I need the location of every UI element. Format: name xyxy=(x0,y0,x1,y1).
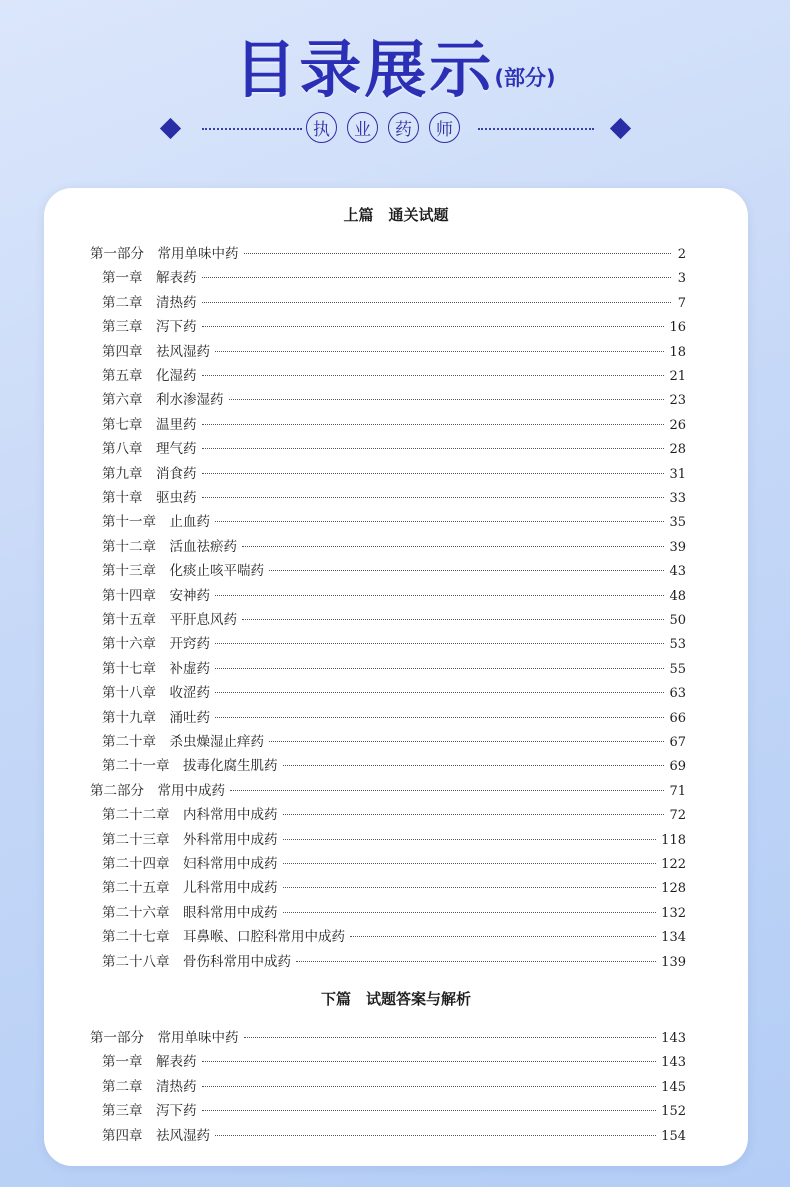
toc-entry-label: 第二十章 杀虫燥湿止痒药 xyxy=(102,734,264,750)
dot-leader xyxy=(269,741,664,742)
toc-entry-label: 第一章 解表药 xyxy=(102,1054,197,1071)
toc-chapter-row xyxy=(102,852,686,874)
toc-page-number: 72 xyxy=(669,808,686,824)
toc-chapter-row xyxy=(102,681,686,703)
toc-page-number: 28 xyxy=(669,442,686,458)
toc-entry-label: 第二章 清热药 xyxy=(102,1078,197,1095)
dotted-line-right xyxy=(478,128,594,130)
toc-entry-label: 第二章 清热药 xyxy=(102,294,197,311)
toc-chapter-row xyxy=(102,901,686,923)
toc-page-number: 39 xyxy=(669,539,686,555)
dot-leader xyxy=(215,643,664,644)
title-main: 目录展示 xyxy=(234,33,495,106)
dot-leader xyxy=(269,570,664,571)
diamond-right-icon xyxy=(610,118,631,139)
toc-page-number: 53 xyxy=(669,637,686,653)
subtitle-row xyxy=(0,112,790,146)
toc-entry-label: 第一部分 常用单味中药 xyxy=(90,1030,239,1046)
dot-leader xyxy=(215,668,664,669)
toc-chapter-row xyxy=(102,559,686,581)
toc-chapter-row xyxy=(102,388,686,410)
toc-page-number: 50 xyxy=(669,613,686,628)
toc-chapter-row xyxy=(102,364,686,386)
subtitle-char: 业 xyxy=(347,112,378,143)
toc-entry-label: 第十二章 活血祛瘀药 xyxy=(102,538,237,555)
dot-leader xyxy=(350,936,656,937)
toc-chapter-row xyxy=(102,754,686,776)
toc-page-number: 35 xyxy=(669,515,686,531)
toc-entry-label: 第二十二章 内科常用中成药 xyxy=(102,807,278,824)
dot-leader xyxy=(202,473,665,474)
toc-page-number: 7 xyxy=(677,295,686,311)
toc-page-number: 143 xyxy=(661,1031,686,1046)
toc-entry-label: 第十六章 开窍药 xyxy=(102,636,210,653)
toc-page-number: 143 xyxy=(661,1055,686,1071)
toc-chapter-row xyxy=(102,486,686,508)
dot-leader xyxy=(242,546,664,547)
toc-chapter-row xyxy=(102,584,686,606)
toc-page-number: 21 xyxy=(669,369,686,384)
toc-page-number: 31 xyxy=(669,466,686,482)
dot-leader xyxy=(283,839,657,840)
dot-leader xyxy=(202,326,665,327)
dot-leader xyxy=(229,399,665,400)
dot-leader xyxy=(215,521,664,522)
toc-page-number: 139 xyxy=(661,954,686,970)
toc-part-row xyxy=(90,779,686,801)
dot-leader xyxy=(202,1110,657,1111)
dot-leader xyxy=(283,765,665,766)
toc-entry-label: 第四章 祛风湿药 xyxy=(102,343,210,360)
toc-page-number: 118 xyxy=(661,832,686,848)
subtitle-char: 药 xyxy=(388,112,419,143)
toc-entry-label: 第十五章 平肝息风药 xyxy=(102,612,237,628)
toc-page-number: 3 xyxy=(677,271,686,287)
toc-page-number: 134 xyxy=(661,930,686,946)
section-title: 下篇 试题答案与解析 xyxy=(320,990,471,1008)
dot-leader xyxy=(215,692,664,693)
toc-entry-label: 第八章 理气药 xyxy=(102,441,197,458)
dot-leader xyxy=(230,790,664,791)
toc-chapter-row xyxy=(102,876,686,898)
toc-page-number: 66 xyxy=(669,710,686,726)
toc-page-number: 132 xyxy=(661,905,686,921)
toc-entry-label: 第二十一章 拔毒化腐生肌药 xyxy=(102,758,278,775)
page-title xyxy=(0,20,790,109)
toc-page-number: 26 xyxy=(669,417,686,433)
toc-chapter-row xyxy=(102,291,686,313)
toc-entry-label: 第二十四章 妇科常用中成药 xyxy=(102,856,278,872)
toc-entry-label: 第二十六章 眼科常用中成药 xyxy=(102,904,278,921)
toc-entry-label: 第十章 驱虫药 xyxy=(102,490,197,506)
header xyxy=(0,0,790,175)
toc-chapter-row xyxy=(102,437,686,459)
toc-chapter-row xyxy=(102,706,686,728)
dot-leader xyxy=(202,1086,657,1087)
dot-leader xyxy=(283,863,657,864)
dot-leader xyxy=(202,448,665,449)
toc-entry-label: 第三章 泻下药 xyxy=(102,319,197,336)
toc-entry-label: 第二十七章 耳鼻喉、口腔科常用中成药 xyxy=(102,929,345,946)
toc-entry-label: 第三章 泻下药 xyxy=(102,1103,197,1120)
toc-part-row xyxy=(90,242,686,264)
toc-chapter-row xyxy=(102,1124,686,1146)
toc-chapter-row xyxy=(102,608,686,630)
toc-chapter-row xyxy=(102,462,686,484)
dot-leader xyxy=(215,1135,656,1136)
dot-leader xyxy=(244,1037,657,1038)
toc-chapter-row xyxy=(102,730,686,752)
toc-entry-label: 第十八章 收涩药 xyxy=(102,685,210,702)
toc-chapter-row xyxy=(102,925,686,947)
toc-page-number: 48 xyxy=(669,588,686,604)
toc-page-number: 152 xyxy=(661,1104,686,1120)
toc-entry-label: 第一章 解表药 xyxy=(102,270,197,287)
toc-page-number: 18 xyxy=(669,344,686,360)
toc-chapter-row xyxy=(102,413,686,435)
dotted-line-left xyxy=(202,128,302,130)
toc-page-number: 55 xyxy=(669,661,686,677)
subtitle-circles xyxy=(306,112,460,143)
toc-chapter-row xyxy=(102,340,686,362)
toc-chapter-row xyxy=(102,803,686,825)
toc-chapter-row xyxy=(102,828,686,850)
toc-card xyxy=(44,188,748,1166)
toc-chapter-row xyxy=(102,266,686,288)
toc-page-number: 2 xyxy=(677,247,686,262)
toc-page-number: 43 xyxy=(669,564,686,580)
dot-leader xyxy=(242,619,664,620)
toc-entry-label: 第一部分 常用单味中药 xyxy=(90,246,239,262)
toc-entry-label: 第十三章 化痰止咳平喘药 xyxy=(102,563,264,580)
toc-page-number: 33 xyxy=(669,491,686,506)
toc-chapter-row xyxy=(102,950,686,972)
toc-entry-label: 第十七章 补虚药 xyxy=(102,660,210,677)
toc-page-number: 154 xyxy=(661,1128,686,1144)
toc-chapter-row xyxy=(102,510,686,532)
dot-leader xyxy=(202,424,665,425)
toc-entry-label: 第十四章 安神药 xyxy=(102,587,210,604)
toc-entry-label: 第十九章 涌吐药 xyxy=(102,709,210,726)
toc-entry-label: 第六章 利水渗湿药 xyxy=(102,392,224,409)
section-title: 上篇 通关试题 xyxy=(343,206,449,224)
toc-entry-label: 第五章 化湿药 xyxy=(102,368,197,384)
toc-page-number: 67 xyxy=(669,735,686,750)
toc-entry-label: 第二十三章 外科常用中成药 xyxy=(102,831,278,848)
title-suffix: (部分) xyxy=(494,66,556,90)
dot-leader xyxy=(215,351,664,352)
toc-entry-label: 第二十五章 儿科常用中成药 xyxy=(102,880,278,897)
dot-leader xyxy=(202,277,672,278)
toc-page-number: 23 xyxy=(669,393,686,409)
dot-leader xyxy=(202,375,665,376)
toc-chapter-row xyxy=(102,657,686,679)
dot-leader xyxy=(283,887,657,888)
toc-page-number: 69 xyxy=(669,759,686,775)
diamond-left-icon xyxy=(160,118,181,139)
toc-entry-label: 第二部分 常用中成药 xyxy=(90,782,225,799)
toc-chapter-row xyxy=(102,1099,686,1121)
toc-page-number: 145 xyxy=(661,1079,686,1095)
toc-chapter-row xyxy=(102,632,686,654)
toc-entry-label: 第七章 温里药 xyxy=(102,416,197,433)
dot-leader xyxy=(283,814,665,815)
toc-chapter-row xyxy=(102,1050,686,1072)
subtitle-char: 师 xyxy=(429,112,460,143)
dot-leader xyxy=(283,912,657,913)
toc-page-number: 63 xyxy=(669,686,686,702)
toc-entry-label: 第九章 消食药 xyxy=(102,465,197,482)
toc-page-number: 128 xyxy=(661,881,686,897)
toc-part-row xyxy=(90,1026,686,1048)
toc-entry-label: 第四章 祛风湿药 xyxy=(102,1127,210,1144)
dot-leader xyxy=(215,595,664,596)
toc-entry-label: 第二十八章 骨伤科常用中成药 xyxy=(102,953,291,970)
toc-page-number: 122 xyxy=(661,857,686,872)
dot-leader xyxy=(202,302,672,303)
dot-leader xyxy=(202,1061,657,1062)
toc-chapter-row xyxy=(102,315,686,337)
dot-leader xyxy=(244,253,672,254)
dot-leader xyxy=(215,717,664,718)
toc-chapter-row xyxy=(102,535,686,557)
toc-page-number: 16 xyxy=(669,320,686,336)
dot-leader xyxy=(202,497,665,498)
toc-page-number: 71 xyxy=(669,783,686,799)
dot-leader xyxy=(296,961,656,962)
subtitle-char: 执 xyxy=(306,112,337,143)
toc-chapter-row xyxy=(102,1075,686,1097)
toc-entry-label: 第十一章 止血药 xyxy=(102,514,210,531)
